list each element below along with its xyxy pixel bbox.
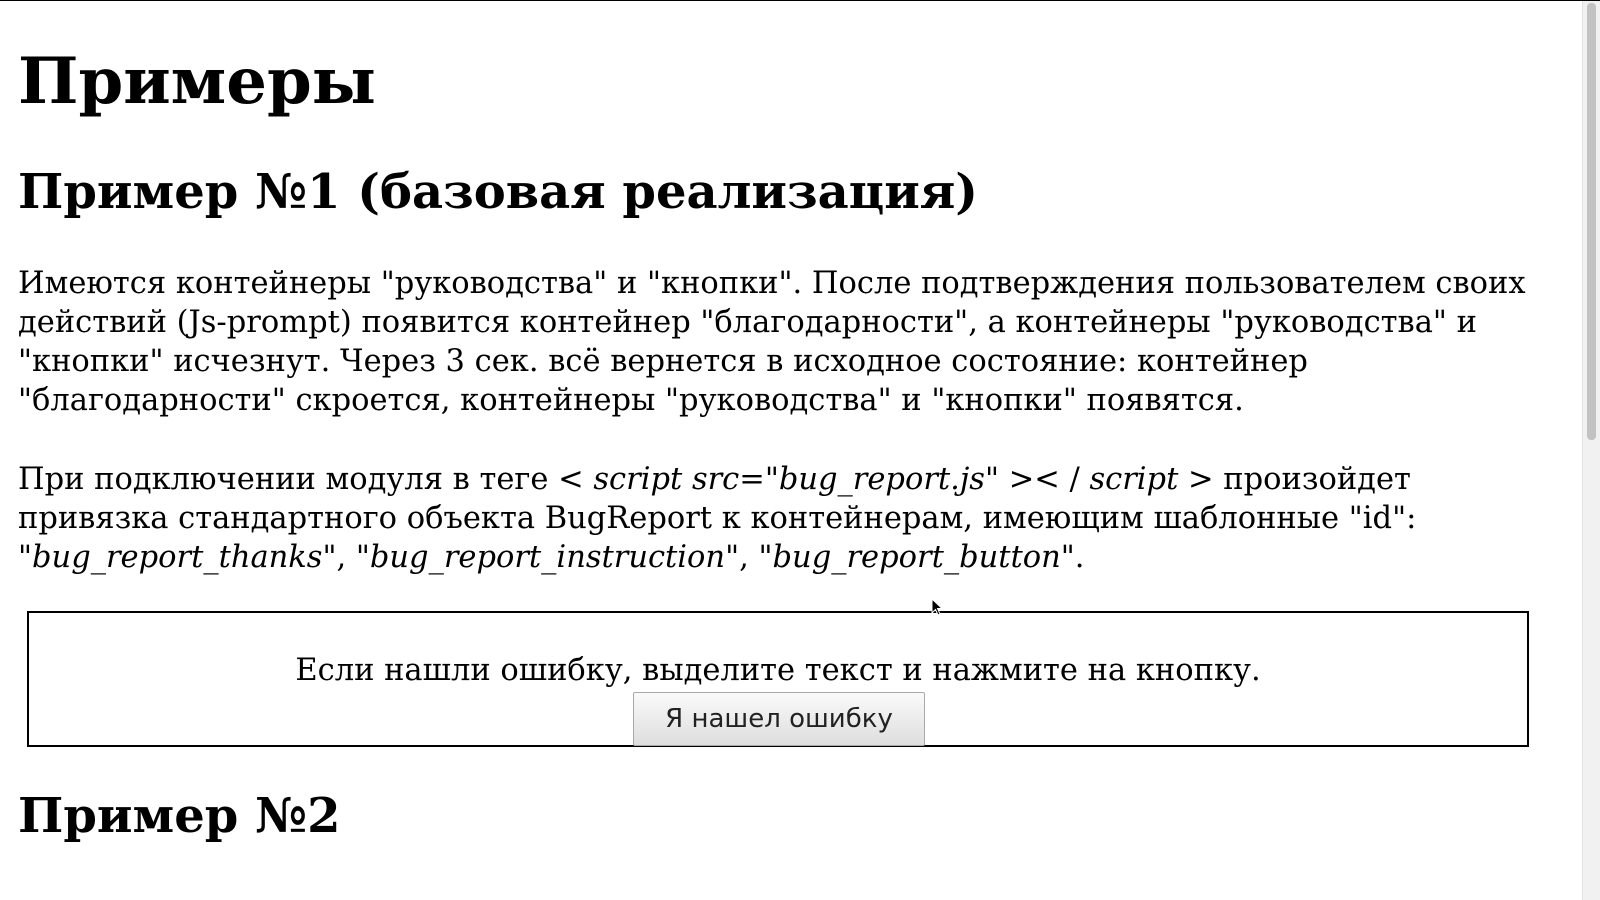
- code-id-thanks: bug_report_thanks: [32, 540, 323, 575]
- example1-description: Имеются контейнеры "руководства" и "кнопки". После подтверждения пользователем своих действий (Js-prompt) появится контейнер "благодарности", а контейнеры "руководства" и "кнопки" исчезнут. Через 3 сек. всё вернется в исходное состояние: контейнер "благодарности" скроется, контейнеры "руководства" и "кнопки" появятся.: [18, 266, 1526, 418]
- example2-heading: Пример №2: [18, 788, 341, 844]
- module-note-text: При подключении модуля в теге: [18, 462, 559, 497]
- code-id-instruction: bug_report_instruction: [369, 540, 726, 575]
- bug-report-container: [27, 611, 1529, 747]
- example1-heading: Пример №1 (базовая реализация): [18, 164, 978, 220]
- page-title: Примеры: [18, 44, 376, 119]
- vertical-scrollbar[interactable]: [1582, 1, 1600, 900]
- bug-report-button[interactable]: Я нашел ошибку: [633, 692, 925, 746]
- code-id-button: bug_report_button: [772, 540, 1061, 575]
- code-src-file: bug_report.js: [778, 462, 985, 497]
- scrollbar-thumb[interactable]: [1587, 3, 1596, 440]
- example1-module-note: При подключении модуля в теге < script src="bug_report.js" >< / script > произойдет привязка стандартного объекта BugReport к контейнерам, имеющим шаблонные "id": "bug_report_thanks", "bug_report_instruction", "bug_report_button".: [18, 462, 1417, 575]
- code-script-word: script src: [593, 462, 740, 497]
- mouse-pointer-icon: [931, 598, 943, 616]
- code-script-close-word: script: [1089, 462, 1179, 497]
- bug-report-instruction: Если нашли ошибку, выделите текст и нажмите на кнопку.: [295, 653, 1261, 688]
